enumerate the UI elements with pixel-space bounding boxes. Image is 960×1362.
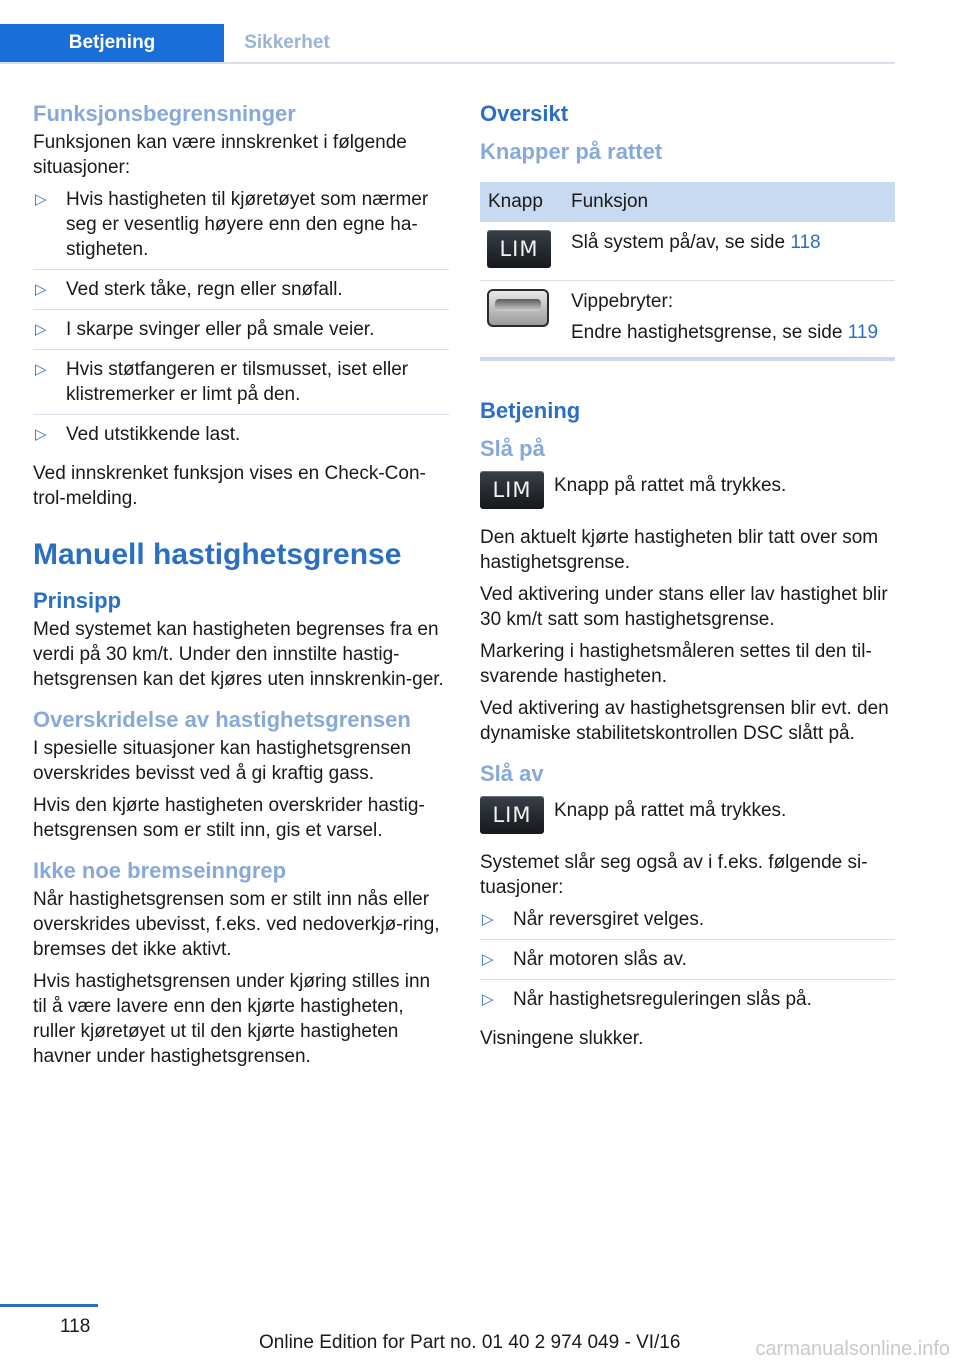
table-cell-button [480,281,571,360]
bremseinngrep-text-1: Når hastighetsgrensen som er stilt inn nås eller overskrides ubevisst, f.eks. ved nedoverkjø-ring, bremses det ikke aktivt. [33,889,440,960]
triangle-bullet-icon: ▷ [35,191,47,208]
triangle-bullet-icon: ▷ [35,426,47,443]
list-item: ▷ Når motoren slås av. [480,947,895,980]
lim-button-icon: LIM [480,796,544,834]
table-cell-function [571,281,895,360]
sla-av-button-text: Knapp på rattet må trykkes. [554,800,787,821]
footer-accent-line [0,1304,98,1307]
table-row [480,281,895,360]
sla-av-text-2: Visningene slukker. [480,1028,644,1049]
list-item: ▷ Ved utstikkende last. [35,424,241,445]
lim-button-icon: LIM [480,471,544,509]
sla-av-button-row [480,796,895,834]
heading-manuell-hastighetsgrense: Manuell hastighetsgrense [33,538,402,571]
list-item: ▷ Når reversgiret velges. [480,907,895,940]
limits-intro: Funksjonen kan være innskrenket i følgende situasjoner: [33,132,407,178]
rocker-title: Vippebryter: [571,291,674,312]
sla-pa-text-1: Den aktuelt kjørte hastigheten blir tatt over som hastighetsgrense. [480,527,879,573]
heading-betjening: Betjening [480,398,581,423]
header-tabbar [0,24,895,64]
heading-funksjonsbegrensninger: Funksjonsbegrensninger [33,101,296,126]
rocker-text: Endre hastighetsgrense, se side 119 [571,322,879,343]
sla-pa-text-2: Ved aktivering under stans eller lav hastighet blir 30 km/t satt som hastighetsgrense. [480,584,888,630]
table-header-row [480,182,895,222]
bremseinngrep-text-2: Hvis hastighetsgrensen under kjøring stilles inn til å være lavere enn den kjørte hastigheten, ruller kjøretøyet ut til den kjørte hastigheten havner under hastighetsgrensen. [33,971,431,1067]
list-item: ▷ Når hastighetsreguleringen slås på. [482,989,812,1010]
check-control-note: Ved innskrenket funksjon vises en Check-Con-trol-melding. [33,463,426,509]
sla-av-list [480,907,895,1019]
tab-sikkerhet[interactable]: Sikkerhet [244,32,330,53]
sla-pa-button-row [480,471,895,509]
table-row [480,222,895,281]
triangle-bullet-icon: ▷ [482,911,494,928]
page-link-119[interactable]: 119 [847,322,879,343]
right-column [480,100,895,1058]
page-number: 118 [60,1316,91,1337]
limits-list [33,187,449,454]
table-header-funksjon: Funksjon [571,182,895,222]
heading-prinsipp: Prinsipp [33,588,122,613]
overskridelse-text-2: Hvis den kjørte hastigheten overskrider hastig-hetsgrensen som er stilt inn, gis et varsel. [33,795,425,841]
list-item: ▷ Ved sterk tåke, regn eller snøfall. [33,277,449,310]
table-cell-function: Slå system på/av, se side 118 [571,222,895,281]
watermark: carmanualsonline.info [755,1338,950,1360]
heading-overskridelse: Overskridelse av hastighetsgrensen [33,707,411,732]
tab-betjening[interactable]: Betjening [0,24,224,62]
rocker-switch-icon [487,289,549,327]
heading-bremseinngrep: Ikke noe bremseinngrep [33,858,287,883]
prinsipp-text: Med systemet kan hastigheten begrenses fra en verdi på 30 km/t. Under den innstilte hastig-hetsgrensen kan det kjøres uten innskrenkin-ger. [33,619,444,690]
overskridelse-text-1: I spesielle situasjoner kan hastighetsgrensen overskrides bevisst ved å gi kraftig gass. [33,738,412,784]
sla-pa-text-3: Markering i hastighetsmåleren settes til den til-svarende hastigheten. [480,641,872,687]
list-item: ▷ I skarpe svinger eller på smale veier. [33,317,449,350]
table-cell-button [480,222,571,281]
page-link-118[interactable]: 118 [790,232,821,253]
buttons-table [480,182,895,361]
lim-button-icon: LIM [487,230,551,268]
triangle-bullet-icon: ▷ [35,321,47,338]
triangle-bullet-icon: ▷ [482,951,494,968]
heading-oversikt: Oversikt [480,101,569,126]
heading-sla-pa: Slå på [480,436,545,461]
heading-knapper-pa-rattet: Knapper på rattet [480,139,663,164]
table-header-knapp: Knapp [480,182,571,222]
triangle-bullet-icon: ▷ [35,361,47,378]
sla-av-text-1: Systemet slår seg også av i f.eks. følgende si-tuasjoner: [480,852,868,898]
triangle-bullet-icon: ▷ [482,991,494,1008]
list-item: ▷ Hvis hastigheten til kjøretøyet som nærmer seg er vesentlig høyere enn den egne ha-stigheten. [33,187,449,270]
edition-text: Online Edition for Part no. 01 40 2 974 049 - VI/16 [259,1332,681,1353]
triangle-bullet-icon: ▷ [35,281,47,298]
list-item: ▷ Hvis støtfangeren er tilsmusset, iset eller klistremerker er limt på den. [33,357,449,415]
left-column [33,100,449,1076]
heading-sla-av: Slå av [480,761,544,786]
sla-pa-button-text: Knapp på rattet må trykkes. [554,475,787,496]
sla-pa-text-4: Ved aktivering av hastighetsgrensen blir evt. den dynamiske stabilitetskontrollen DSC slått på. [480,698,889,744]
